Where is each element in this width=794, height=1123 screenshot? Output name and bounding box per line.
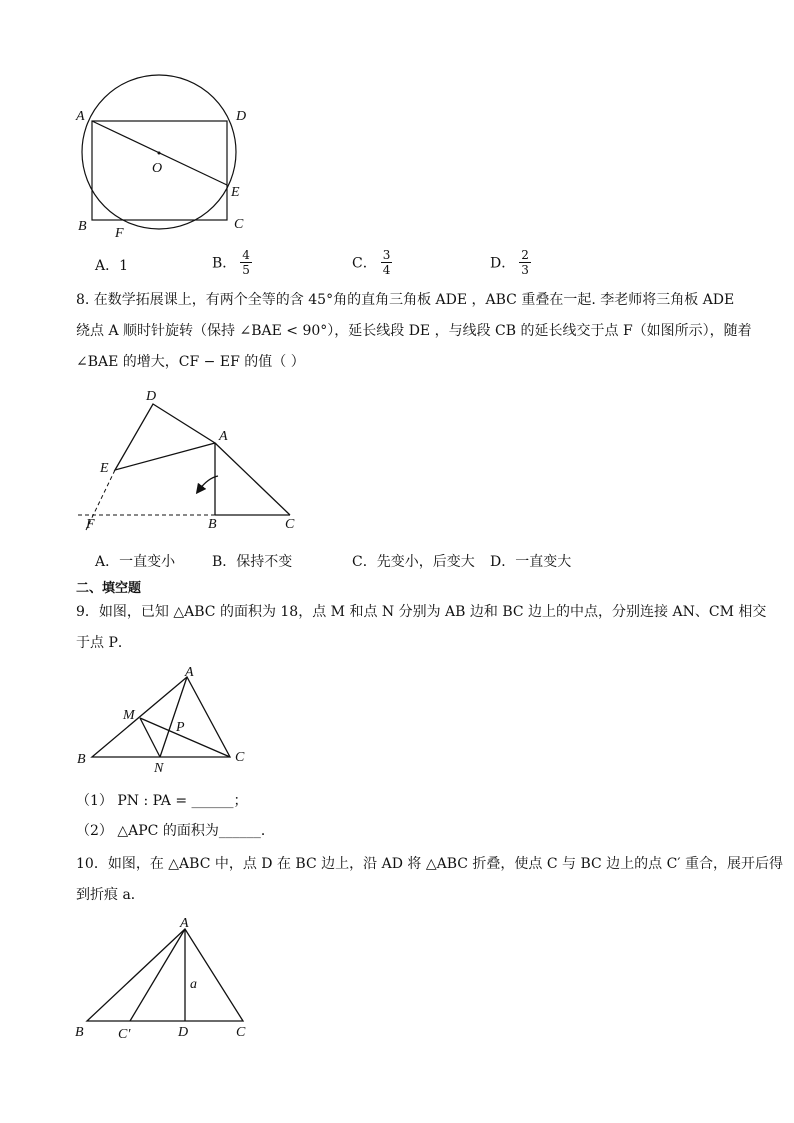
label-b: B bbox=[78, 219, 87, 234]
label-d: D bbox=[146, 389, 157, 404]
label-f: F bbox=[86, 517, 95, 532]
label-c-prime: C′ bbox=[118, 1027, 131, 1042]
label-c: C bbox=[236, 1025, 246, 1040]
label-c: C bbox=[234, 217, 244, 232]
q7-option-c: C． $\frac{3}{4}$ bbox=[352, 248, 391, 277]
q7-option-a: A．1 bbox=[95, 258, 129, 274]
label-o: O bbox=[152, 161, 163, 176]
label-p: P bbox=[176, 720, 185, 735]
q10-line-1: 10．如图，在 △ABC 中，点 D 在 BC 边上，沿 AD 将 △ABC 折叠，使点 C 与 BC 边上的点 C′ 重合，展开后得 bbox=[76, 856, 783, 872]
label-m: M bbox=[123, 708, 135, 723]
label-d: D bbox=[236, 109, 247, 124]
section-title: 二、填空题 bbox=[76, 581, 142, 596]
label-c: C bbox=[235, 750, 245, 765]
q9-line-2: 于点 P． bbox=[76, 635, 132, 651]
label-fold-a: a bbox=[190, 977, 197, 992]
label-a: A bbox=[180, 916, 189, 931]
label-b: B bbox=[77, 752, 86, 767]
label-a: A bbox=[219, 429, 228, 444]
q8-option-b: B．保持不变 bbox=[212, 554, 293, 570]
label-a: A bbox=[76, 109, 85, 124]
label-e: E bbox=[231, 185, 240, 200]
q8-line-1: 8. 在数学拓展课上，有两个全等的含 45°角的直角三角板 ADE ，ABC 重叠在一起. 李老师将三角板 ADE bbox=[76, 292, 735, 308]
q8-option-a: A．一直变小 bbox=[95, 554, 176, 570]
label-d: D bbox=[178, 1025, 189, 1040]
q9-line-1: 9．如图，已知 △ABC 的面积为 18，点 M 和点 N 分别为 AB 边和 BC 边上的中点，分别连接 AN、CM 相交 bbox=[76, 604, 767, 620]
q7-option-d: D． $\frac{2}{3}$ bbox=[490, 248, 529, 277]
segment-ac-prime bbox=[130, 929, 185, 1021]
label-n: N bbox=[154, 761, 164, 776]
label-b: B bbox=[208, 517, 217, 532]
q7-option-b: B． $\frac{4}{5}$ bbox=[212, 248, 250, 277]
q9-sub-2: （2） △APC 的面积为______． bbox=[76, 823, 275, 839]
label-f: F bbox=[115, 226, 124, 241]
q8-line-2: 绕点 A 顺时针旋转（保持 ∠BAE < 90°），延长线段 DE ，与线段 CB 的延长线交于点 F（如图所示），随着 bbox=[76, 323, 752, 339]
q9-sub-1: （1） PN : PA = ______； bbox=[76, 793, 248, 809]
label-a: A bbox=[185, 665, 194, 680]
label-c: C bbox=[285, 517, 295, 532]
q8-line-3: ∠BAE 的增大，CF − EF 的值（ ） bbox=[76, 354, 305, 370]
label-b: B bbox=[75, 1025, 84, 1040]
q8-option-d: D．一直变大 bbox=[490, 554, 572, 570]
label-e: E bbox=[100, 461, 109, 476]
q10-line-2: 到折痕 a． bbox=[76, 887, 145, 903]
q8-option-c: C．先变小，后变大 bbox=[352, 554, 475, 570]
triangle-abc bbox=[87, 929, 243, 1021]
